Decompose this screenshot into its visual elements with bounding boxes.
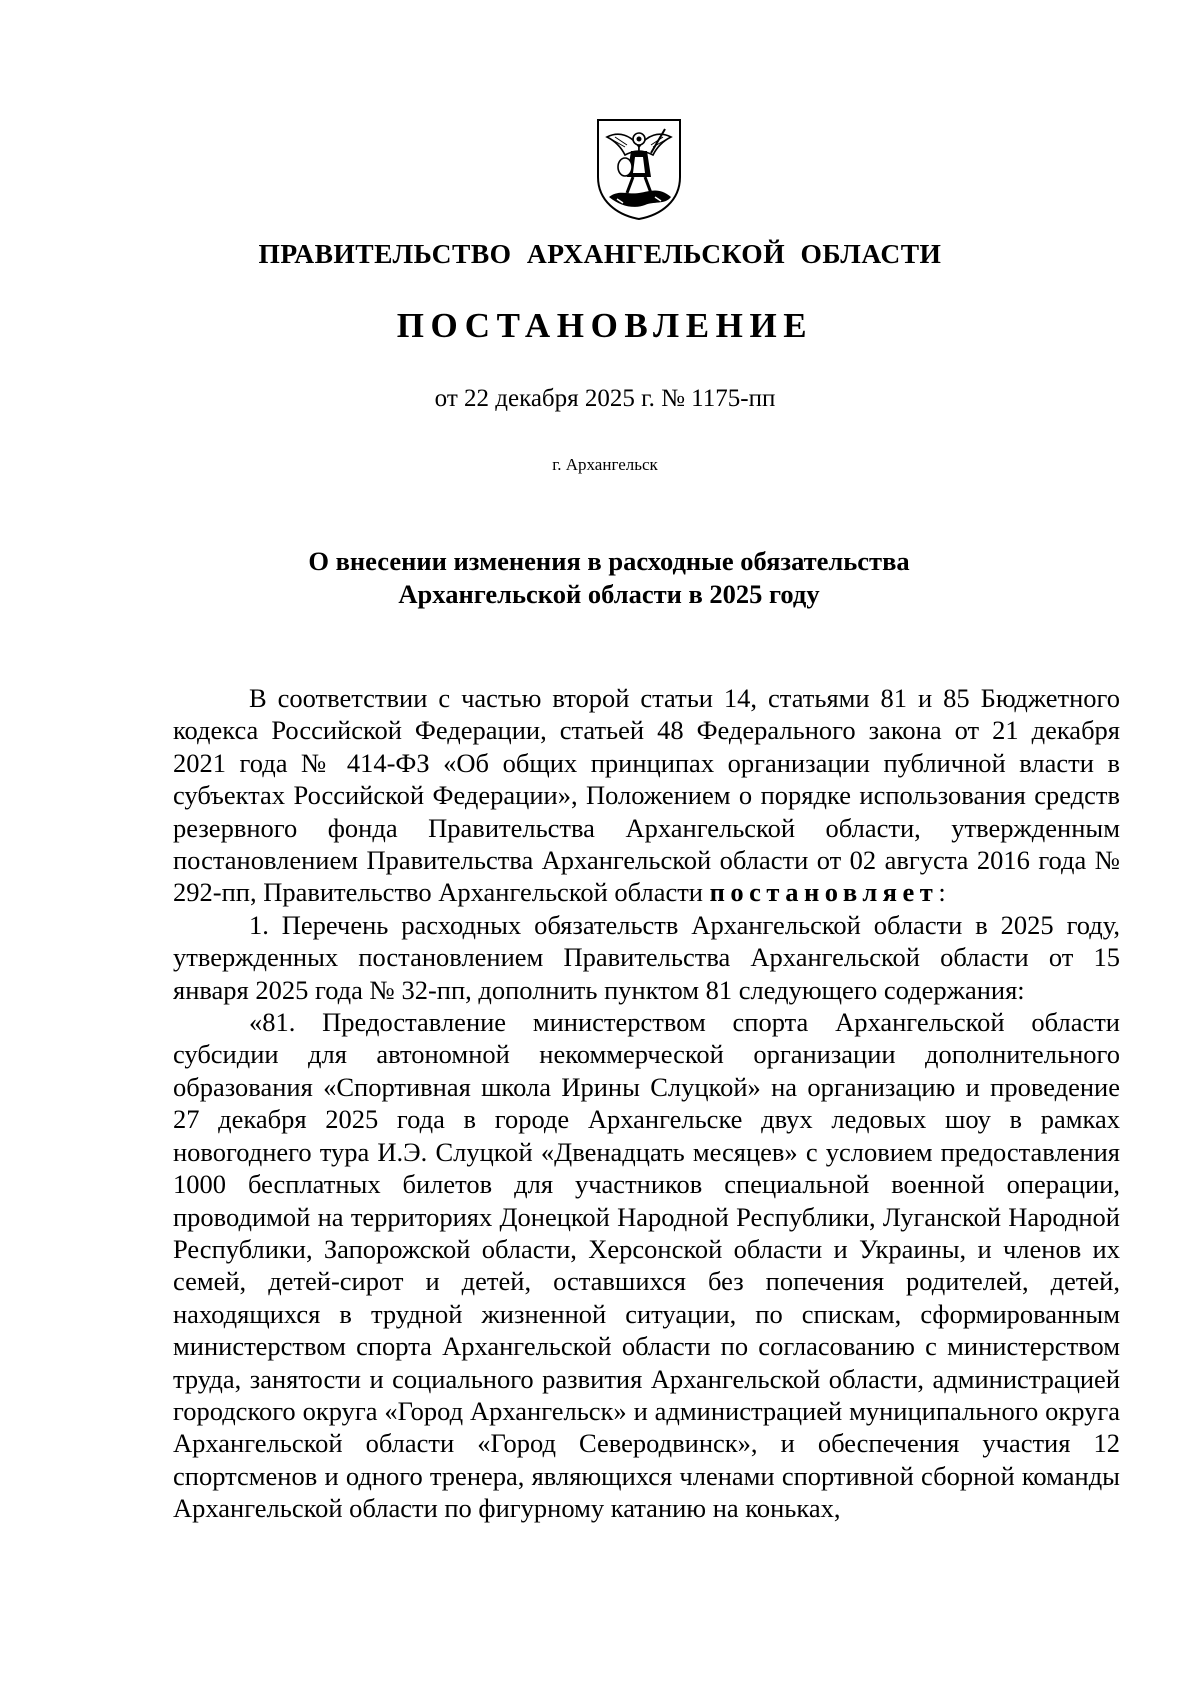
document-type: ПОСТАНОВЛЕНИЕ [396,306,814,345]
city: г. Архангельск [552,455,658,474]
decree-word: постановляет [709,877,939,908]
document-subject [0,545,1200,611]
preamble-text: В соответствии с частью второй статьи 14, статьями 81 и 85 Бюджетного кодекса Российской Федерации, статьей 48 Федерального закона от 21 декабря 2021 года № 414-ФЗ «Об общих принципах организации публичной власти в субъектах Российской Федерации», Положением о порядке использования средств резервного фонда Правительства Архангельской области, утвержденным постановлением Правительства Архангельской области от 02 августа 2016 года № 292-пп, Правительство Архангельской области [173,683,1120,908]
document-body [173,682,1120,1525]
coat-of-arms-icon [595,117,683,221]
government-title: ПРАВИТЕЛЬСТВО АРХАНГЕЛЬСКОЙ ОБЛАСТИ [258,238,942,269]
subject-line-1: О внесении изменения в расходные обязательства [308,546,910,576]
decree-colon: : [938,877,946,908]
item-81-paragraph: «81. Предоставление министерством спорта Архангельской области субсидии для автономной некоммерческой организации дополнительного образования «Спортивная школа Ирины Слуцкой» на организацию и проведение 27 декабря 2025 года в городе Архангельске двух ледовых шоу в рамках новогоднего тура И.Э. Слуцкой «Двенадцать месяцев» с условием предоставления 1000 бесплатных билетов для участников специальной военной операции, проводимой на территориях Донецкой Народной Республики, Луганской Народной Республики, Запорожской области, Херсонской области и Украины, и членов их семей, детей-сирот и детей, оставшихся без попечения родителей, детей, находящихся в трудной жизненной ситуации, по спискам, сформированным министерством спорта Архангельской области по согласованию с министерством труда, занятости и социального развития Архангельской области, администрацией городского округа «Город Архангельск» и администрацией муниципального округа Архангельской области «Город Северодвинск», и обеспечения участия 12 спортсменов и одного тренера, являющихся членами спортивной сборной команды Архангельской области по фигурному катанию на коньках, [173,1007,1120,1524]
preamble-paragraph [173,682,1120,909]
date-and-number: от 22 декабря 2025 г. № 1175-пп [434,385,776,412]
subject-line-2: Архангельской области в 2025 году [398,579,820,609]
item-1-paragraph: 1. Перечень расходных обязательств Архангельской области в 2025 году, утвержденных постановлением Правительства Архангельской области от 15 января 2025 года № 32-пп, дополнить пунктом 81 следующего содержания: [173,909,1120,1005]
